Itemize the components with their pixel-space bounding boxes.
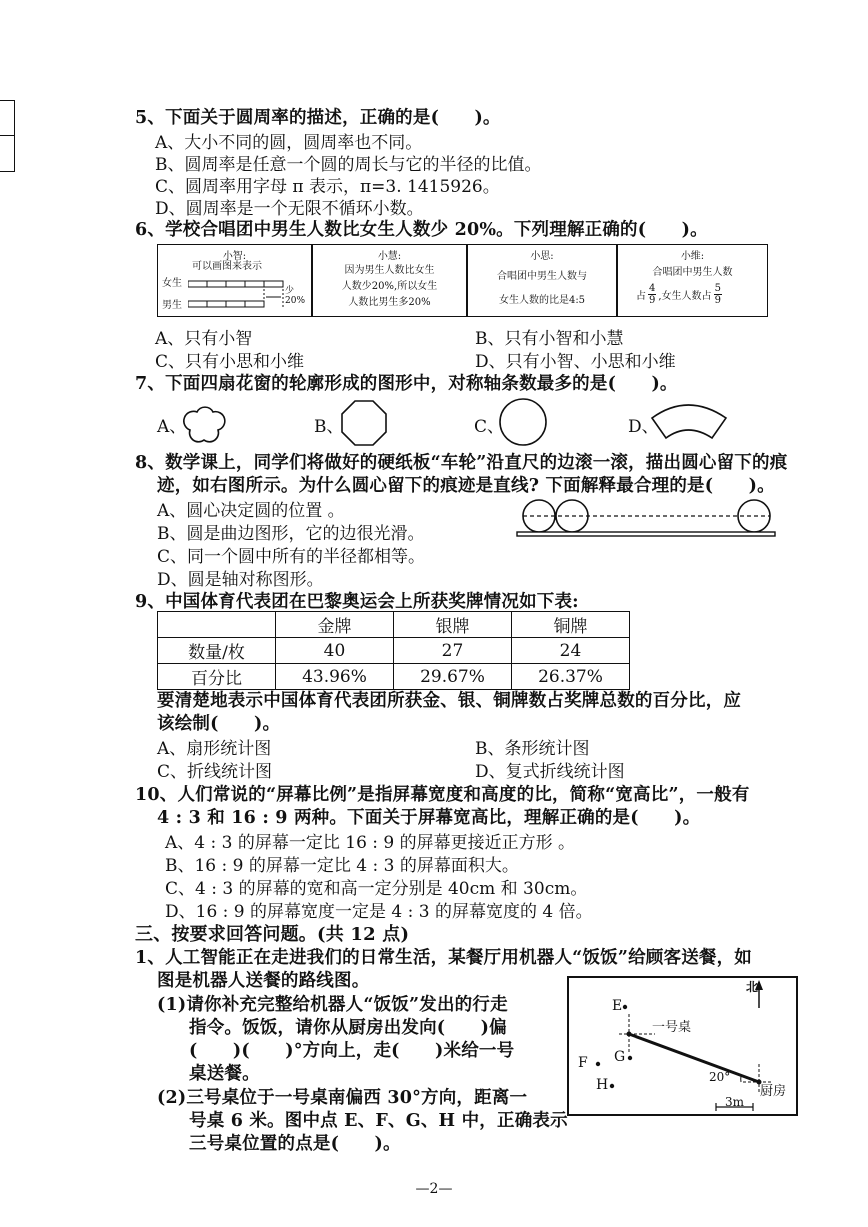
q6-card-xiaowei (617, 244, 768, 317)
table-cell: 百分比 (158, 664, 276, 690)
q8-option-c[interactable]: C、同一个圆中所有的半径都相等。 (157, 547, 426, 567)
table-cell: 43.96% (276, 664, 394, 690)
card-text: 占 (636, 291, 646, 302)
card-text: 合唱团中男生人数与 (497, 271, 587, 282)
table-cell: 数量/枚 (158, 638, 276, 664)
p1-sub1-line4: 桌送餐。 (189, 1064, 260, 1084)
p1-sub2-line3[interactable]: 三号桌位置的点是( )。 (189, 1134, 401, 1154)
point-f-label: F (578, 1055, 588, 1071)
q7-option-a[interactable]: A、 (157, 417, 187, 437)
table-cell: 29.67% (394, 664, 512, 690)
q8-stem-line2: 迹，如右图所示。为什么圆心留下的痕迹是直线? 下面解释最合理的是( )。 (157, 476, 775, 496)
table-cell: 24 (512, 638, 630, 664)
binding-margin-mark (0, 100, 15, 172)
denominator: 9 (714, 295, 721, 306)
q9-option-a[interactable]: A、扇形统计图 (157, 739, 272, 759)
q10-stem-line1: 10、人们常说的“屏幕比例”是指屏幕宽度和高度的比，简称“宽高比”，一般有 (135, 785, 750, 805)
q8-option-d[interactable]: D、圆是轴对称图形。 (157, 570, 324, 590)
medal-table (157, 611, 630, 690)
less-label: 少20% (285, 286, 306, 306)
denominator: 9 (649, 295, 656, 306)
q9-option-b[interactable]: B、条形统计图 (475, 739, 590, 759)
card-text: 人数少20%,所以女生 (341, 281, 438, 292)
table-cell: 26.37% (512, 664, 630, 690)
card-name: 小慧: (377, 251, 402, 262)
section-3-title: 三、按要求回答问题。(共 12 点) (135, 924, 410, 945)
table-row (158, 638, 630, 664)
numerator: 5 (714, 283, 721, 294)
q7-stem: 7、下面四扇花窗的轮廓形成的图形中，对称轴条数最多的是( )。 (135, 374, 678, 394)
table-cell: 金牌 (276, 612, 394, 638)
point-g-label: G (614, 1049, 626, 1065)
fraction-5-9 (714, 283, 722, 306)
card-text: 女生人数的比是4:5 (498, 295, 586, 306)
quatrefoil-shape-icon (180, 400, 230, 446)
q5-stem: 5、下面关于圆周率的描述，正确的是( )。 (135, 108, 501, 128)
p1-sub1-line3[interactable]: ( )( )°方向上，走( )米给一号 (189, 1041, 515, 1061)
circle-shape-icon (498, 397, 550, 447)
girl-label: 女生 (162, 278, 182, 289)
table-cell: 27 (394, 638, 512, 664)
q6-card-xiaozhi (157, 244, 312, 317)
kitchen-label: 厨房 (760, 1084, 787, 1099)
boy-label: 男生 (162, 300, 182, 311)
q8-option-b[interactable]: B、圆是曲边图形，它的边很光滑。 (157, 524, 425, 544)
q10-option-a[interactable]: A、4 : 3 的屏幕一定比 16 : 9 的屏幕更接近正方形 。 (165, 833, 576, 853)
q6-stem: 6、学校合唱团中男生人数比女生人数少 20%。下列理解正确的( )。 (135, 220, 708, 240)
annular-sector-shape-icon (650, 398, 730, 442)
table-cell: 40 (276, 638, 394, 664)
card-text: 人数比男生多20% (348, 297, 431, 308)
binding-margin-divider (0, 135, 14, 136)
table-cell: 铜牌 (512, 612, 630, 638)
fraction-4-9 (648, 283, 656, 306)
p1-sub2-line1: (2)三号桌位于一号桌南偏西 30°方向，距离一 (157, 1088, 528, 1108)
q10-option-b[interactable]: B、16 : 9 的屏幕一定比 4 : 3 的屏幕面积大。 (165, 856, 519, 876)
fraction-line (636, 283, 724, 306)
q5-option-d[interactable]: D、圆周率是一个无限不循环小数。 (155, 199, 424, 219)
table-row (158, 612, 630, 638)
q9-line2: 该绘制( )。 (157, 714, 281, 734)
q5-option-b[interactable]: B、圆周率是任意一个圆的周长与它的半径的比值。 (155, 155, 542, 175)
q10-stem-line2: 4 : 3 和 16 : 9 两种。下面关于屏幕宽高比，理解正确的是( )。 (157, 808, 701, 828)
q6-option-b[interactable]: B、只有小智和小慧 (475, 329, 624, 349)
q5-option-c[interactable]: C、圆周率用字母 π 表示，π=3. 1415926。 (155, 177, 500, 197)
card-name: 小思: (530, 251, 554, 262)
q10-option-d[interactable]: D、16 : 9 的屏幕宽度一定是 4 : 3 的屏幕宽度的 4 倍。 (165, 902, 593, 922)
card-name: 小维: (680, 251, 705, 262)
q6-option-a[interactable]: A、只有小智 (155, 329, 253, 349)
q6-card-xiaosi (467, 244, 617, 317)
q9-option-d[interactable]: D、复式折线统计图 (475, 762, 625, 782)
q8-stem-line1: 8、数学课上，同学们将做好的硬纸板“车轮”沿直尺的边滚一滚，描出圆心留下的痕 (135, 453, 788, 473)
table-row (158, 664, 630, 690)
q6-card-xiaohui (312, 244, 467, 317)
page-number: —2— (415, 1181, 453, 1197)
q9-line1: 要清楚地表示中国体育代表团所获金、银、铜牌数占奖牌总数的百分比，应 (157, 691, 742, 711)
p1-sub1-line2[interactable]: 指令。饭饭，请你从厨房出发向( )偏 (189, 1018, 507, 1038)
p1-sub2-line2: 号桌 6 米。图中点 E、F、G、H 中，正确表示 (189, 1111, 568, 1131)
point-e-label: E (612, 998, 623, 1014)
card-name: 小智: (222, 251, 247, 262)
card-text: 因为男生人数比女生 (344, 265, 435, 276)
card-text: 可以画图来表示 (192, 261, 262, 272)
q8-option-a[interactable]: A、圆心决定圆的位置 。 (157, 501, 345, 521)
angle-label: 20° (709, 1070, 731, 1084)
q7-option-d[interactable]: D、 (628, 417, 659, 437)
q6-option-d[interactable]: D、只有小智、小思和小维 (475, 352, 676, 372)
robot-route-map (567, 976, 798, 1116)
q5-option-a[interactable]: A、大小不同的圆，圆周率也不同。 (155, 133, 423, 153)
scale-label: 3m (725, 1095, 745, 1109)
q9-stem: 9、中国体育代表团在巴黎奥运会上所获奖牌情况如下表: (135, 592, 579, 612)
q10-option-c[interactable]: C、4 : 3 的屏幕的宽和高一定分别是 40cm 和 30cm。 (165, 879, 588, 899)
q7-option-c[interactable]: C、 (474, 417, 505, 437)
q6-option-c[interactable]: C、只有小思和小维 (155, 352, 305, 372)
card-text: ,女生人数占 (658, 291, 712, 302)
q9-option-c[interactable]: C、折线统计图 (157, 762, 273, 782)
p1-line2: 图是机器人送餐的路线图。 (157, 971, 370, 991)
q7-option-b[interactable]: B、 (314, 417, 344, 437)
point-h-label: H (596, 1077, 609, 1093)
table-cell (158, 612, 276, 638)
table-cell: 银牌 (394, 612, 512, 638)
north-label: 北 (746, 980, 759, 994)
rolling-wheel-diagram (515, 496, 780, 541)
card-text: 合唱团中男生人数 (652, 267, 733, 278)
table-1-label: 一号桌 (652, 1020, 692, 1035)
p1-sub1-line1: (1)请你补充完整给机器人“饭饭”发出的行走 (157, 995, 508, 1015)
numerator: 4 (649, 283, 656, 294)
p1-line1: 1、人工智能正在走进我们的日常生活，某餐厅用机器人“饭饭”给顾客送餐，如 (135, 948, 753, 968)
octagon-shape-icon (337, 398, 391, 448)
